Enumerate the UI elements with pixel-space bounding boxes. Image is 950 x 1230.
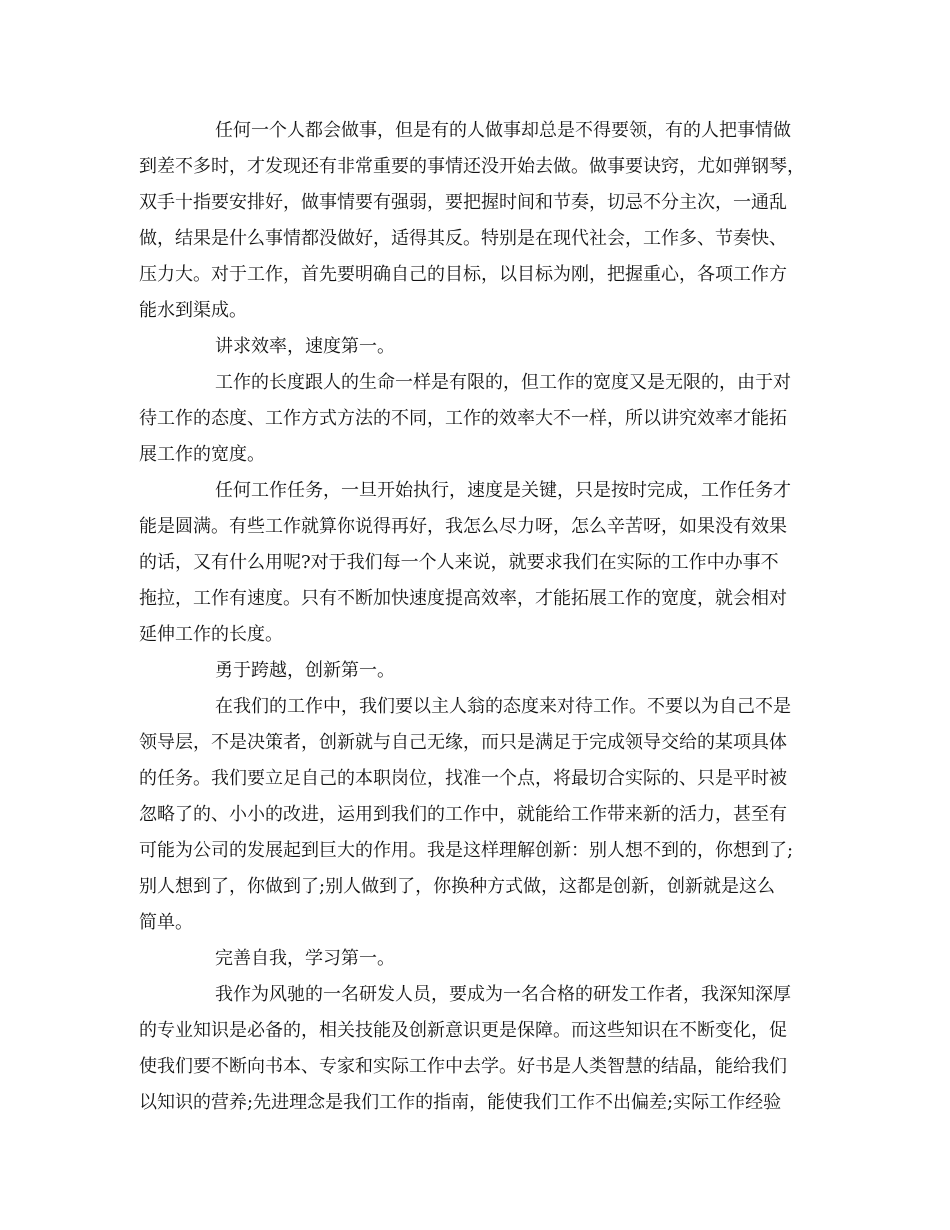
text-line: 的话，又有什么用呢?对于我们每一个人来说，就要求我们在实际的工作中办事不 — [139, 552, 779, 573]
paragraph-work-width — [139, 365, 825, 473]
text-line: 待工作的态度、工作方式方法的不同，工作的效率大不一样，所以讲究效率才能拓 — [139, 408, 787, 429]
text-line: 任何工作任务，一旦开始执行，速度是关键，只是按时完成，工作任务才 — [215, 480, 791, 501]
text-line: 简单。 — [139, 912, 193, 933]
text-line: 压力大。对于工作，首先要明确自己的目标，以目标为刚，把握重心，各项工作方 — [139, 264, 787, 285]
text-line: 忽略了的、小小的改进，运用到我们的工作中，就能给工作带来新的活力，甚至有 — [139, 804, 787, 825]
text-line: 能是圆满。有些工作就算你说得再好，我怎么尽力呀，怎么辛苦呀，如果没有效果 — [139, 516, 787, 537]
heading-efficiency — [139, 329, 825, 365]
text-line: 的任务。我们要立足自己的本职岗位，找准一个点，将最切合实际的、只是平时被 — [139, 768, 787, 789]
text-line: 可能为公司的发展起到巨大的作用。我是这样理解创新：别人想不到的，你想到了; — [139, 840, 794, 861]
text-line: 使我们要不断向书本、专家和实际工作中去学。好书是人类智慧的结晶，能给我们 — [139, 1056, 787, 1077]
text-line: 拖拉，工作有速度。只有不断加快速度提高效率，才能拓展工作的宽度，就会相对 — [139, 588, 787, 609]
section-heading: 完善自我，学习第一。 — [215, 948, 395, 969]
section-heading: 讲求效率，速度第一。 — [215, 336, 395, 357]
text-line: 别人想到了，你做到了;别人做到了，你换种方式做，这都是创新，创新就是这么 — [139, 876, 776, 897]
text-line: 能水到渠成。 — [139, 300, 247, 321]
paragraph-speed — [139, 473, 825, 653]
text-line: 领导层，不是决策者，创新就与自己无缘，而只是满足于完成领导交给的某项具体 — [139, 732, 787, 753]
text-line: 延伸工作的长度。 — [139, 624, 283, 645]
paragraph-innovation — [139, 689, 825, 941]
paragraph-learning — [139, 977, 825, 1121]
text-line: 到差不多时，才发现还有非常重要的事情还没开始去做。做事要诀窍，尤如弹钢琴， — [139, 156, 805, 177]
text-line: 双手十指要安排好，做事情要有强弱，要把握时间和节奏，切忌不分主次，一通乱 — [139, 192, 787, 213]
heading-learning — [139, 941, 825, 977]
text-line: 在我们的工作中，我们要以主人翁的态度来对待工作。不要以为自己不是 — [215, 696, 791, 717]
text-line: 的专业知识是必备的，相关技能及创新意识更是保障。而这些知识在不断变化，促 — [139, 1020, 787, 1041]
text-line: 工作的长度跟人的生命一样是有限的，但工作的宽度又是无限的，由于对 — [215, 372, 791, 393]
heading-innovation — [139, 653, 825, 689]
text-line: 以知识的营养;先进理念是我们工作的指南，能使我们工作不出偏差;实际工作经验 — [139, 1092, 782, 1113]
document-body — [139, 113, 825, 1121]
text-line: 做，结果是什么事情都没做好，适得其反。特别是在现代社会，工作多、节奏快、 — [139, 228, 787, 249]
section-heading: 勇于跨越，创新第一。 — [215, 660, 395, 681]
paragraph-work-planning — [139, 113, 825, 329]
text-line: 任何一个人都会做事，但是有的人做事却总是不得要领，有的人把事情做 — [215, 120, 791, 141]
text-line: 展工作的宽度。 — [139, 444, 265, 465]
text-line: 我作为风驰的一名研发人员，要成为一名合格的研发工作者，我深知深厚 — [215, 984, 791, 1005]
